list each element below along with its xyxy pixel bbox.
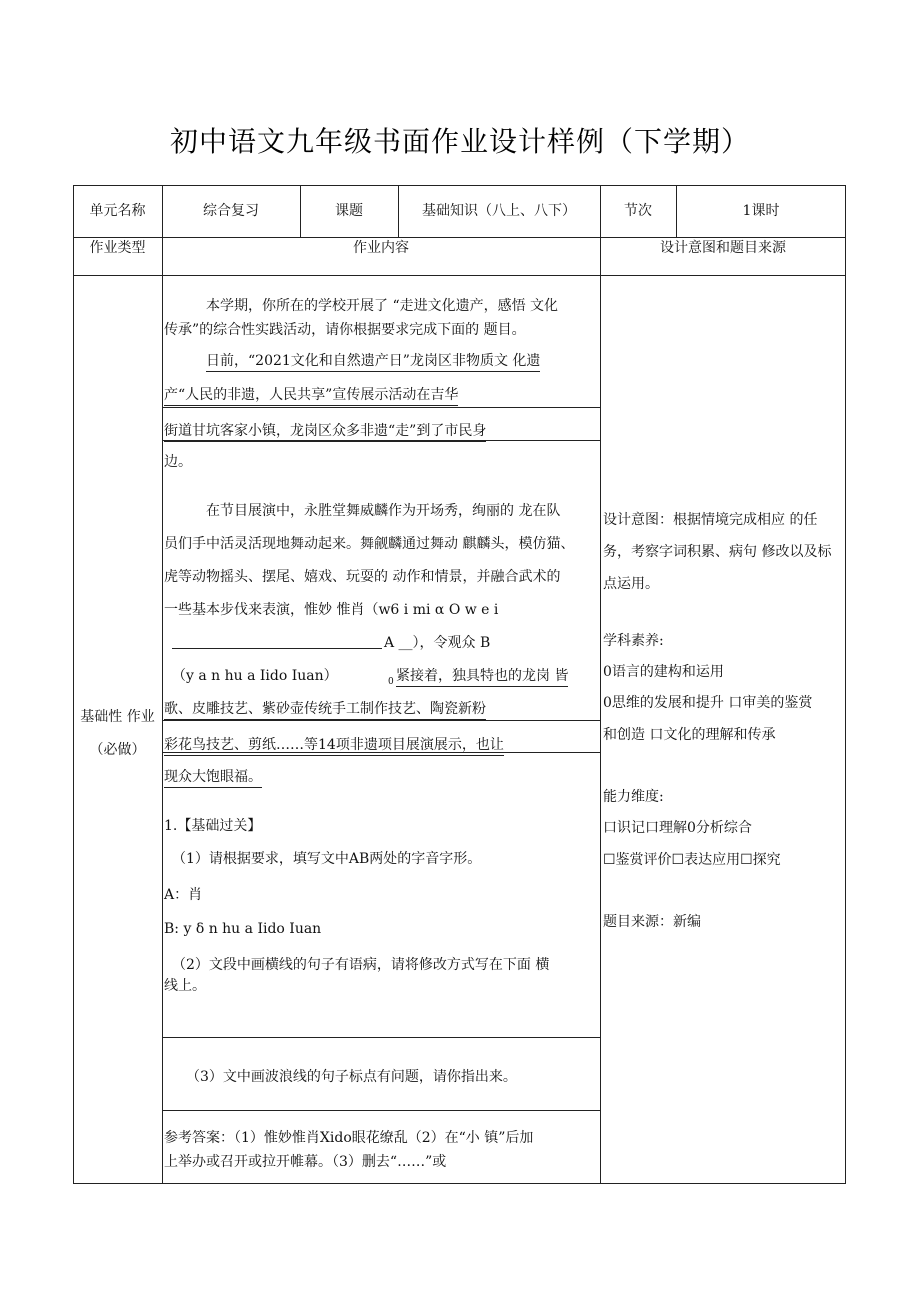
content-divider-5: [162, 1037, 600, 1038]
paragraph-mark: 0: [388, 677, 394, 687]
paragraph-line-2: 员们手中活灵活现地舞动起来。舞觎麟通过舞动 麒麟头，模仿猫、: [164, 536, 575, 552]
intro-line-2: 传承”的综合性实践活动，请你根据要求完成下面的 题目。: [164, 322, 526, 338]
question-1-2-line-1: （2）文段中画横线的句子有语病，请将修改方式写在下面 横: [172, 957, 550, 973]
answer-a: A：肖: [164, 887, 203, 903]
paragraph-line-1: 在节目展演中，永胜堂舞威麟作为开场秀，绚丽的 龙在队: [206, 503, 561, 519]
unit-value: 综合复习: [203, 203, 259, 219]
ability-item-1: 口识记口理解0分析综合: [603, 820, 752, 836]
literacy-item-2: 0思维的发展和提升 口审美的鉴赏: [603, 695, 813, 711]
unit-label: 单元名称: [89, 203, 146, 219]
ability-item-2: ☐鉴赏评价☐表达应用☐探究: [603, 852, 781, 868]
blank-underline-a: [172, 648, 382, 649]
literacy-item-3: 和创造 口文化的理解和传承: [603, 727, 776, 743]
paragraph-line-5: A __），令观众 B: [384, 635, 491, 651]
page-title: 初中语文九年级书面作业设计样例（下学期）: [169, 125, 750, 158]
paragraph-line-7: 歌、皮雕技艺、紫砂壶传统手工制作技艺、陶瓷新粉: [164, 699, 486, 720]
ability-label: 能力维度:: [603, 789, 664, 805]
news-line-1: 日前，“2021文化和自然遗产日”龙岗区非物质文 化遗: [206, 351, 540, 372]
period-value: 1课时: [742, 203, 780, 219]
reference-answer-line-2: 上举办或召开或拉开帷幕。（3）删去“……”或: [164, 1154, 447, 1170]
news-line-3: 街道甘坑客家小镇，龙岗区众多非遗“走”到了市民身: [164, 421, 486, 442]
intro-line-1: 本学期，你所在的学校开展了 “走进文化遗产，感悟 文化: [206, 298, 559, 314]
reference-answer-line-1: 参考答案：（1）惟妙惟肖Xido眼花缭乱（2）在“小 镇”后加: [164, 1130, 534, 1146]
category-line-1: 基础性 作业: [80, 709, 155, 725]
content-label: 作业内容: [353, 240, 409, 256]
literacy-label: 学科素养:: [603, 633, 664, 649]
paragraph-line-9: 现众大饱眼福。: [164, 767, 262, 788]
question-source: 题目来源：新编: [603, 914, 701, 930]
question-heading: 1.【基础过关】: [164, 818, 262, 834]
row-divider-2: [73, 275, 846, 276]
content-divider-1: [162, 407, 600, 408]
paragraph-line-3: 虎等动物摇头、摆尾、嬉戏、玩耍的 动作和情景，并融合武术的: [164, 569, 561, 585]
news-line-2: 产“人民的非遗，人民共享”宣传展示活动在吉华: [164, 385, 458, 406]
topic-value: 基础知识（八上、八下）: [422, 203, 576, 219]
literacy-item-1: 0语言的建构和运用: [603, 664, 724, 680]
col-divider-1: [162, 185, 163, 1184]
design-intent: 设计意图：根据情境完成相应 的任务，考察字词积累、病句 修改以及标点运用。: [603, 512, 832, 592]
news-line-4: 边。: [164, 454, 192, 470]
question-1-3: （3）文中画波浪线的句子标点有问题，请你指出来。: [186, 1069, 517, 1085]
content-divider-3: [162, 720, 600, 721]
paragraph-pinyin: （y a n hu a Iido Iuan）: [172, 668, 338, 684]
answer-b: B: y δ n hu a Iido Iuan: [164, 921, 322, 937]
paragraph-line-8: 彩花鸟技艺、剪纸……等14项非遗项目展演展示，也让: [164, 735, 504, 756]
col-divider-4: [600, 185, 601, 1184]
question-1-2-line-2: 线上。: [164, 978, 206, 994]
category-line-2: （必做）: [89, 742, 146, 758]
type-label: 作业类型: [89, 240, 146, 256]
paragraph-line-6: 紧接着，独具特也的龙岗 皆: [396, 666, 568, 687]
period-label: 节次: [624, 203, 652, 219]
topic-label: 课题: [335, 203, 363, 219]
content-divider-6: [162, 1110, 600, 1111]
design-label: 设计意图和题目来源: [660, 240, 786, 256]
question-1-1: （1）请根据要求，填写文中AB两处的字音字形。: [172, 851, 482, 867]
paragraph-line-4: 一些基本步伐来表演，惟妙 惟肖（w6 i mi α O w e i: [164, 602, 499, 618]
